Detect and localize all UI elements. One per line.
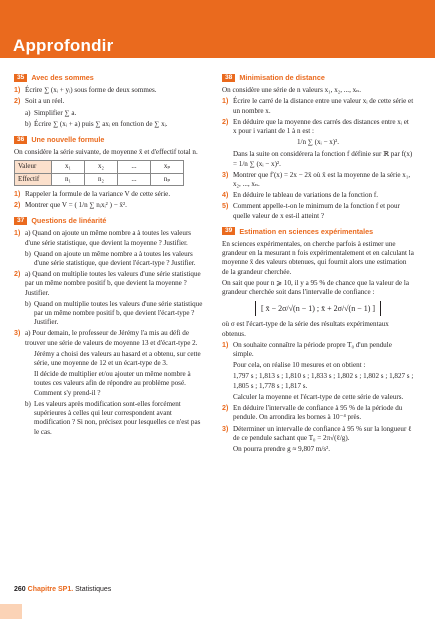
- exercise-intro: On considère la série suivante, de moyenne x̄ et d'effectif total n.: [14, 148, 198, 157]
- exercise-number: 35: [14, 74, 27, 82]
- sub-question: a) Simplifier ∑ a.: [25, 108, 77, 117]
- question: 3) Déterminer un intervalle de confiance à 95 % sur la longueur ℓ de ce pendule sachant que T₀ = 2π√(ℓ/g).: [222, 424, 412, 442]
- question: 2) En déduire l'intervalle de confiance à 95 % de la période du pendule. On arrondira les bornes à 10⁻⁴ près.: [222, 404, 403, 422]
- exercise-35: [14, 73, 206, 129]
- sub-question: b) Les valeurs après modification sont-elles forcément supérieures à celles qui leur correspondent avant modification ? Si non, précisez pour lesquelles ce n'est pas le cas.: [25, 399, 201, 436]
- page-title: Approfondir: [13, 36, 114, 55]
- subject-label: Statistiques: [75, 586, 112, 593]
- page-footer: [14, 586, 111, 593]
- chapter-banner: [0, 0, 435, 58]
- exercise-number: 37: [14, 217, 27, 225]
- table-row: Valeur x₁ x₂ ... xₚ: [15, 161, 184, 173]
- exercise-title: Une nouvelle formule: [31, 135, 105, 145]
- sub-question: b) Écrire ∑ (xᵢ + a) puis ∑ axᵢ en fonction de ∑ xᵢ.: [25, 119, 168, 128]
- exercise-36: [14, 135, 206, 210]
- paragraph: où σ est l'écart-type de la série des résultats expérimentaux obtenus.: [222, 320, 389, 338]
- question: 3) Montrer que f′(x) = 2x − 2x̄ où x̄ est la moyenne de la série x₁, x₂, ..., xₙ.: [222, 170, 411, 189]
- exercise-header: [14, 73, 206, 82]
- question: 3) a) Pour demain, le professeur de Jérémy l'a mis au défi de trouver une série de valeurs de moyenne 13 et d'écart-type 2.: [14, 329, 198, 347]
- formula: 1/n ∑ (xᵢ − x)².: [296, 138, 340, 147]
- exercise-title: Questions de linéarité: [31, 216, 107, 226]
- sub-question: b) Quand on ajoute un même nombre a à toutes les valeurs d'une série statistique, que devient l'écart-type ? Justifier.: [25, 249, 196, 268]
- exercise-title: Minimisation de distance: [239, 73, 325, 82]
- question: 1) Écrire le carré de la distance entre une valeur xᵢ de cette série et un nombre x.: [222, 97, 414, 115]
- exercise-intro: On considère une série de n valeurs x₁, x₂, ..., xₙ.: [222, 86, 362, 95]
- exercise-header: [14, 135, 206, 144]
- exercise-38: 38 Minimisation de distance On considère une série de n valeurs x₁, x₂, ..., xₙ. 1) Écrire le carré de la distance entre une valeur xᵢ de cette série et un nombre x. 2) En déduire que la moyenne des carrés des distances entre xᵢ et x pour i variant de 1 à n est : 1/n ∑ (xᵢ − x)². Dans la suite on considérera la fonction f définie sur ℝ par f(x) = 1/n ∑ (xᵢ − x)². 3) Montrer que f′(x) = 2x − 2x̄ où x̄ est la moyenne de la série x₁, x₂, ..., xₙ. 4) En déduire le tableau de variations de la fonction f. 5) Comment appelle-t-on le minimum de la fonction f et pour quelle valeur de x est-il atteint ?: [222, 73, 414, 220]
- right-column: [222, 73, 414, 460]
- exercise-header: [222, 227, 414, 236]
- question: 2) Montrer que V = ( 1/n ∑ nᵢxᵢ² ) − x̄².: [14, 201, 127, 210]
- exercise-number: 36: [14, 136, 27, 144]
- exercise-header: [222, 73, 414, 82]
- confidence-interval: [ x̄ − 2σ/√(n − 1) ; x̄ + 2σ/√(n − 1) ]: [222, 301, 414, 316]
- corner-tab: [0, 604, 22, 619]
- exercise-39: 39 Estimation en sciences expérimentales En sciences expérimentales, on cherche parfois à estimer une grandeur en la mesurant n fois expérimentalement et en calculant la moyenne x̄ des valeurs obtenues, qui fournit alors une estimation de la grandeur cherchée. On sait que pour n ⩾ 10, il y a 95 % de chance que la valeur de la grandeur cherchée soit dans l'intervalle de confiance : [ x̄ − 2σ/√(n − 1) ; x̄ + 2σ/√(n − 1) ] où σ est l'écart-type de la série des résultats expérimentaux obtenus. 1) On souhaite connaître la période propre T₀ d'un pendule simple. Pour cela, on réalise 10 mesures et on obtient : 1,797 s ; 1,813 s ; 1,810 s ; 1,833 s ; 1,802 s ; 1,802 s ; 1,827 s ; 1,805 s ; 1,778 s ; 1,817 s. Calculer la moyenne et l'écart-type de cette série de valeurs. 2) En déduire l'intervalle de confiance à 95 % de la période du pendule. On arrondira les bornes à 10⁻⁴ près. 3) Déterminer un intervalle de confiance à 95 % sur la longueur ℓ de ce pendule sachant que T₀ = 2π√(ℓ/g). On pourra prendre g ≈ 9,807 m/s².: [222, 226, 414, 453]
- values-table: [14, 160, 184, 185]
- exercise-number: 38: [222, 74, 235, 82]
- paragraph: On sait que pour n ⩾ 10, il y a 95 % de chance que la valeur de la grandeur cherchée soit dans l'intervalle de confiance :: [222, 278, 409, 297]
- question: 1) Rappeler la formule de la variance V de cette série.: [14, 189, 171, 198]
- exercise-header: [14, 216, 206, 225]
- exercise-title: Avec des sommes: [31, 73, 94, 82]
- question: 5) Comment appelle-t-on le minimum de la fonction f et pour quelle valeur de x est-il atteint ?: [222, 202, 400, 220]
- question: 4) En déduire le tableau de variations de la fonction f.: [222, 191, 378, 200]
- chapter-label: Chapitre SP1.: [27, 586, 74, 593]
- left-column: [14, 73, 206, 443]
- question: 1) On souhaite connaître la période propre T₀ d'un pendule simple.: [222, 340, 392, 359]
- sub-question: b) Quand on multiplie toutes les valeurs d'une série statistique par un même nombre positif b, que devient l'écart-type ? Justifier.: [25, 299, 203, 327]
- question: 2) Soit a un réel.: [14, 97, 65, 106]
- paragraph: En sciences expérimentales, on cherche parfois à estimer une grandeur en la mesurant n fois expérimentalement et en calculant la moyenne x̄ des valeurs obtenues, qui fournit alors une estimation de la grandeur cherchée.: [222, 240, 414, 276]
- exercise-number: 39: [222, 227, 235, 235]
- question: 1) a) Quand on ajoute un même nombre a à toutes les valeurs d'une série statistique, que devient la moyenne ? Justifier.: [14, 229, 192, 247]
- exercise-title: Estimation en sciences expérimentales: [239, 226, 374, 236]
- question: 1) Écrire ∑ (xᵢ + yᵢ) sous forme de deux sommes.: [14, 86, 157, 95]
- page-number: 260: [14, 586, 26, 593]
- question: 2) En déduire que la moyenne des carrés des distances entre xᵢ et x pour i variant de 1 à n est :: [222, 117, 409, 136]
- exercise-37: 37 Questions de linéarité 1) a) Quand on ajoute un même nombre a à toutes les valeurs d'une série statistique, que devient la moyenne ? Justifier. b) Quand on ajoute un même nombre a à toutes les valeurs d'une série statistique, que devient l'écart-type ? Justifier. 2) a) Quand on multiplie toutes les valeurs d'une série statistique par un même nombre positif b, que devient la moyenne ? Justifier. b) Quand on multiplie toutes les valeurs d'une série statistique par un même nombre positif b, que devient l'écart-type ? Justifier. 3) a) Pour demain, le professeur de Jérémy l'a mis au défi de trouver une série de valeurs de moyenne 13 et d'écart-type 2. Jérémy a choisi des valeurs au hasard et a obtenu, sur cette série, une moyenne de 12 et un écart-type de 3. Il décide de multiplier et/ou ajouter un même nombre à toutes ces valeurs afin de répondre au problème posé. Comment s'y prend-il ? b) Les valeurs après modification sont-elles forcément supérieures à celles qui leur correspondent avant modification ? Si non, précisez pour lesquelles ce n'est pas le cas.: [14, 216, 206, 436]
- table-row: Effectif n₁ n₂ ... nₚ: [15, 173, 184, 185]
- question: 2) a) Quand on multiplie toutes les valeurs d'une série statistique par un même nombre positif b, que devient la moyenne ? Justifier.: [14, 270, 201, 297]
- measurements: 1,797 s ; 1,813 s ; 1,810 s ; 1,833 s ; 1,802 s ; 1,802 s ; 1,827 s ; 1,805 s ; 1,778 s ; 1,817 s.: [233, 372, 414, 390]
